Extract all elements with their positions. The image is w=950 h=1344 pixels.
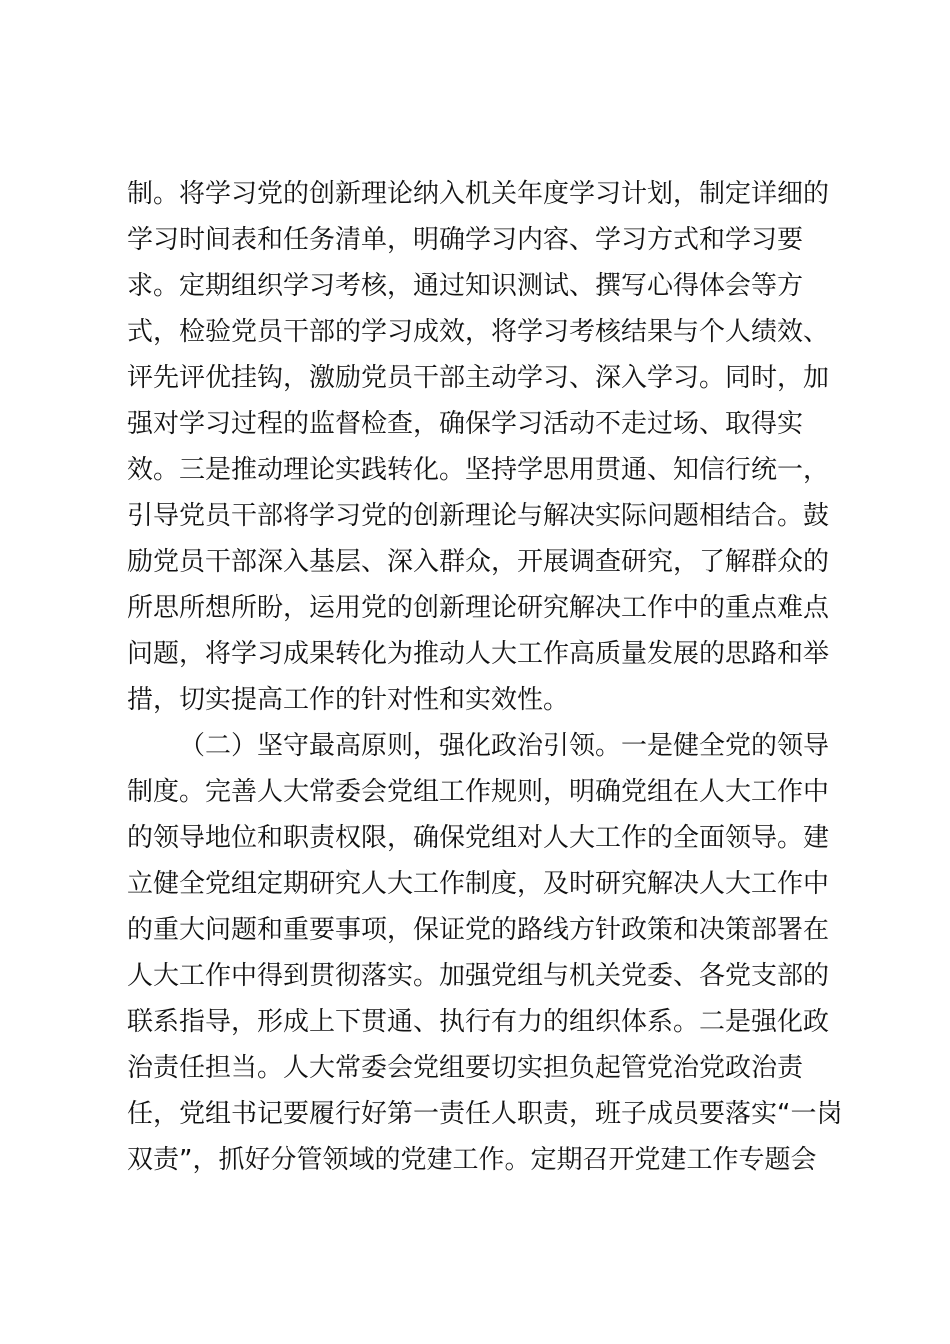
text-line: 问题，将学习成果转化为推动人大工作高质量发展的思路和举	[127, 639, 830, 669]
text-line: 效。三是推动理论实践转化。坚持学思用贯通、知信行统一，	[127, 455, 830, 485]
text-line: 励党员干部深入基层、深入群众，开展调查研究，了解群众的	[127, 547, 830, 577]
text-line: 立健全党组定期研究人大工作制度，及时研究解决人大工作中	[127, 869, 830, 899]
text-line: 任，党组书记要履行好第一责任人职责，班子成员要落实“一岗	[127, 1099, 843, 1129]
body-text	[127, 171, 843, 1183]
text-line: 的领导地位和职责权限，确保党组对人大工作的全面领导。建	[127, 823, 830, 853]
text-line: 制度。完善人大常委会党组工作规则，明确党组在人大工作中	[127, 777, 830, 807]
text-line: 措，切实提高工作的针对性和实效性。	[127, 685, 570, 715]
text-line: 人大工作中得到贯彻落实。加强党组与机关党委、各党支部的	[127, 961, 830, 991]
text-line: 评先评优挂钩，激励党员干部主动学习、深入学习。同时，加	[127, 363, 830, 393]
text-line: 所思所想所盼，运用党的创新理论研究解决工作中的重点难点	[127, 593, 830, 623]
text-line: 式，检验党员干部的学习成效，将学习考核结果与个人绩效、	[127, 317, 830, 347]
text-line: 强对学习过程的监督检查，确保学习活动不走过场、取得实	[127, 409, 804, 439]
text-line: 学习时间表和任务清单，明确学习内容、学习方式和学习要	[127, 225, 804, 255]
text-line: 求。定期组织学习考核，通过知识测试、撰写心得体会等方	[127, 271, 804, 301]
section-heading-line: （二）坚守最高原则，强化政治引领。一是健全党的领导	[179, 731, 830, 761]
text-line: 引导党员干部将学习党的创新理论与解决实际问题相结合。鼓	[127, 501, 830, 531]
text-line: 治责任担当。人大常委会党组要切实担负起管党治党政治责	[127, 1053, 804, 1083]
text-line: 双责”，抓好分管领域的党建工作。定期召开党建工作专题会	[127, 1145, 817, 1175]
text-line: 联系指导，形成上下贯通、执行有力的组织体系。二是强化政	[127, 1007, 830, 1037]
text-line: 制。将学习党的创新理论纳入机关年度学习计划，制定详细的	[127, 179, 830, 209]
text-line: 的重大问题和重要事项，保证党的路线方针政策和决策部署在	[127, 915, 830, 945]
